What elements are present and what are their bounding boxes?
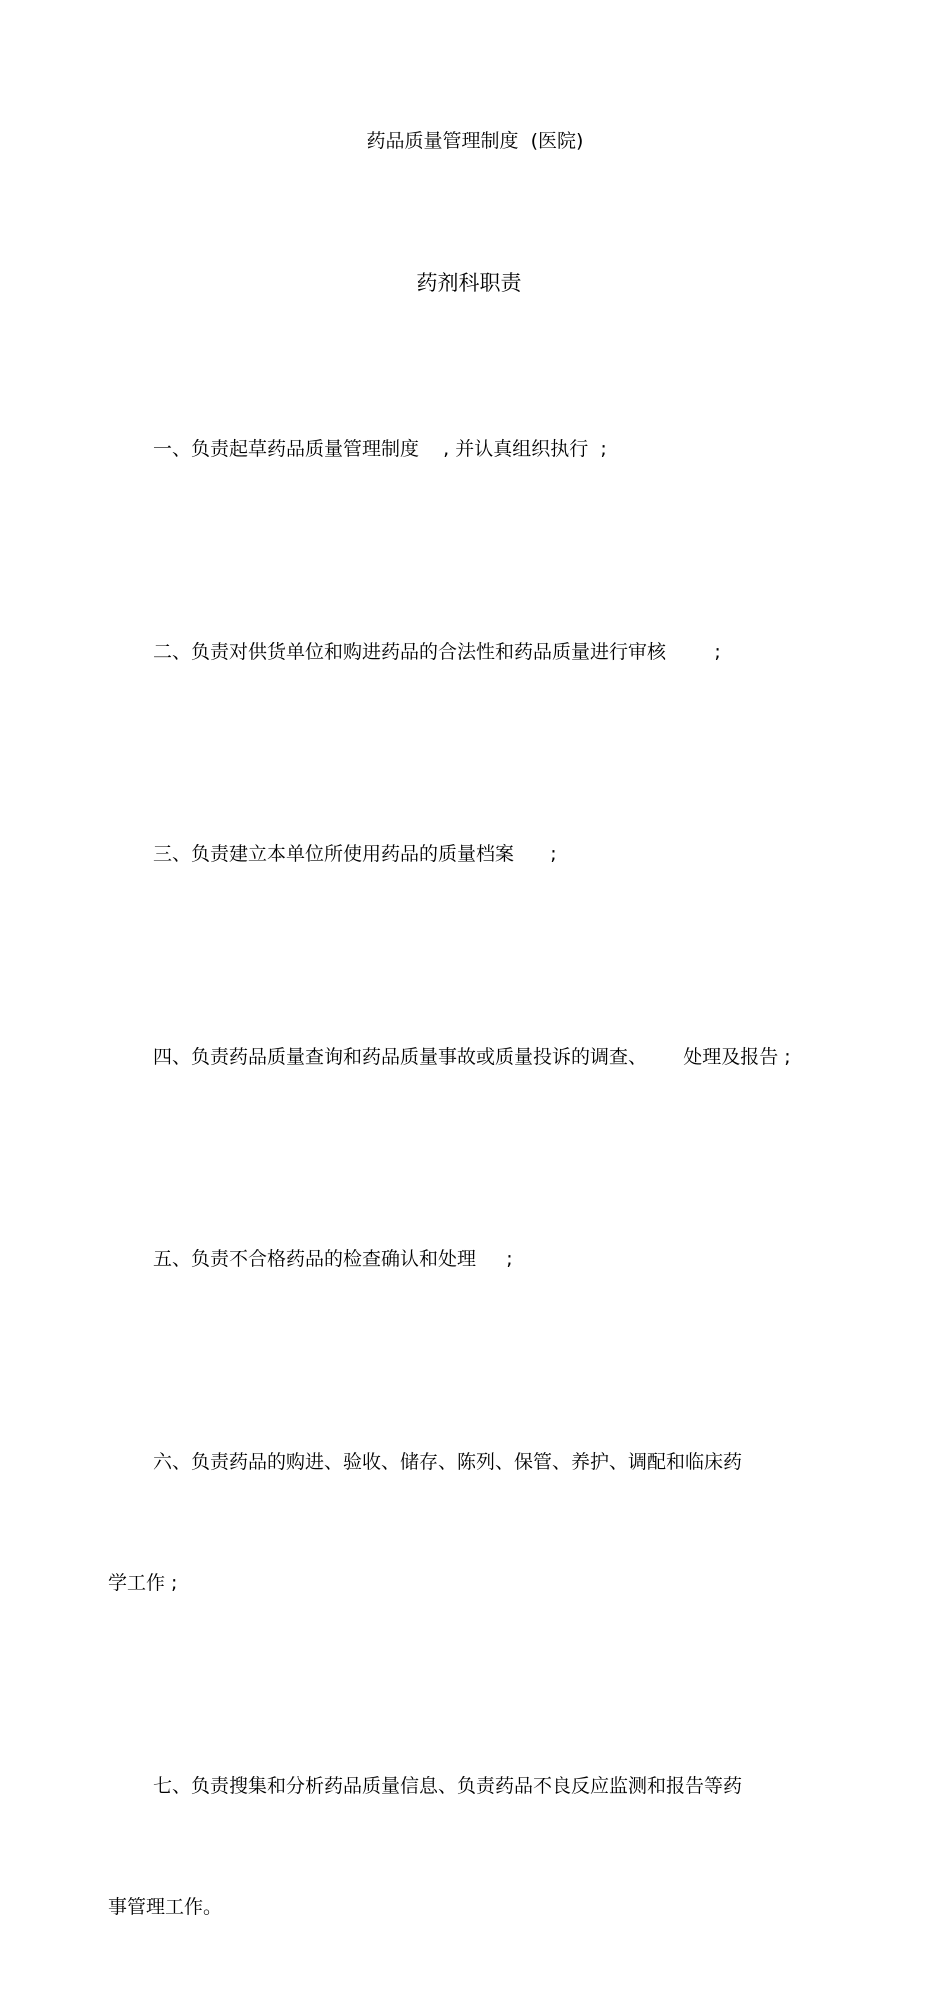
duty-text: 四、负责药品质量查询和药品质量事故或质量投诉的调查、 处理及报告 ;	[153, 1045, 791, 1068]
duty-item	[108, 1361, 848, 1685]
duty-text: 二、负责对供货单位和购进药品的合法性和药品质量进行审核 ;	[153, 640, 721, 663]
duty-item	[108, 348, 848, 551]
duty-item	[108, 753, 848, 956]
duty-text: 一、负责起草药品质量管理制度 , 并认真组织执行 ;	[153, 438, 607, 460]
section-title: 药剂科职责	[416, 271, 522, 295]
duty-text: 六、负责药品的购进、验收、储存、陈列、保管、养护、调配和临床药	[153, 1450, 743, 1473]
duty-item	[108, 551, 848, 754]
duty-text-continuation: 学工作 ;	[108, 1572, 178, 1594]
duty-text: 五、负责不合格药品的检查确认和处理 ;	[153, 1248, 513, 1270]
duty-item	[108, 1685, 848, 2009]
duty-text: 三、负责建立本单位所使用药品的质量档案 ;	[153, 843, 557, 865]
duty-text: 七、负责搜集和分析药品质量信息、负责药品不良反应监测和报告等药	[153, 1774, 743, 1797]
duty-text-continuation: 事管理工作。	[108, 1896, 223, 1918]
duty-item	[108, 1158, 848, 1361]
document-title: 药品质量管理制度 (医院)	[366, 130, 584, 152]
duty-list	[108, 348, 848, 2009]
duty-item	[108, 956, 848, 1159]
